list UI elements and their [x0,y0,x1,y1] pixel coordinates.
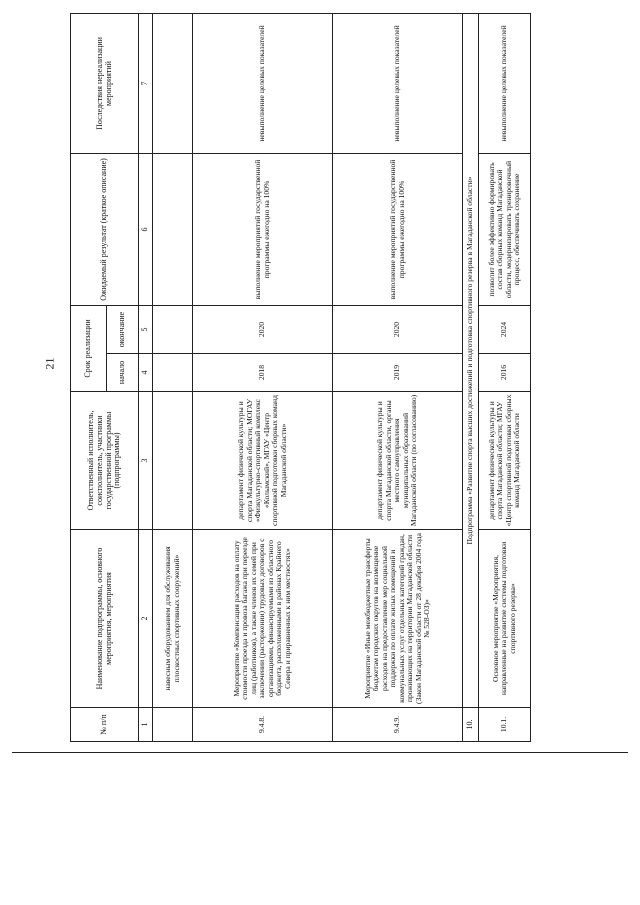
program-table-container [70,14,530,742]
row-executor: департамент физической культуры и спорта Магаданской области, органы местного самоуправления муниципальных образований Магаданской области (по согласованию) [333,392,463,530]
row-consequences: невыполнение целевых показателей [193,13,333,153]
col-number: 4 [139,354,153,392]
table-row [193,13,333,741]
row-end: 2020 [193,305,333,353]
row-name: навесным оборудованием для обслуживания плоскостных спортивных сооружений» [153,530,193,708]
row-consequences [153,13,193,153]
col-number: 6 [139,153,153,305]
header-consequences: Последствия нереализации мероприятий [71,13,139,153]
header-start: начало [107,354,139,392]
row-executor [153,392,193,530]
program-table [70,13,531,742]
row-start: 2018 [193,354,333,392]
row-executor: департамент физической культуры и спорта Магаданской области; МГАУ «Центр спортивной подготовки сборных команд Магаданской области [479,392,531,530]
row-start: 2016 [479,354,531,392]
table-row [479,13,531,741]
row-start: 2019 [333,354,463,392]
row-result: позволит более эффективно формировать состав сборных команд Магаданской области, модернизировать тренировочный процесс, обеспечивать сохранение [479,153,531,305]
row-name: Мероприятие «Иные межбюджетные трансферты бюджетам городских округов на возмещение расходов на предоставление мер социальной поддержки по оплате жилых помещений и коммунальных услуг отдельных категорий граждан, проживающих на территории Магаданской области (Закон Магаданской области от 28 декабря 2004 года № 528-ОЗ)» [333,530,463,708]
header-name: Наименование подпрограммы, основного мероприятия, мероприятия [71,530,139,708]
row-name: Основное мероприятие «Мероприятия, направленные на развитие системы подготовки спортивного резерва» [479,530,531,708]
row-num: 9.4.9. [333,708,463,742]
header-end: окончание [107,305,139,353]
row-num [153,708,193,742]
row-result: выполнение мероприятий государственной программы ежегодно на 100% [193,153,333,305]
row-result: выполнение мероприятий государственной программы ежегодно на 100% [333,153,463,305]
col-number: 5 [139,305,153,353]
table-row [333,13,463,741]
page-number: 21 [42,357,57,370]
row-name: Мероприятие «Компенсация расходов на оплату стоимости проезда и провоза багажа при переезде лиц (работников), а также членов их семей при заключении (расторжении) трудовых договоров с организациями, финансируемыми из областного бюджета, расположенными в районах Крайнего Севера и приравненных к ним местностях» [193,530,333,708]
col-number: 3 [139,392,153,530]
row-consequences: невыполнение целевых показателей [333,13,463,153]
subprogram-row [463,13,479,741]
row-num: 9.4.8. [193,708,333,742]
row-num: 10.1. [479,708,531,742]
header-term: Срок реализации [71,305,107,391]
col-number: 1 [139,708,153,742]
row-consequences: невыполнение целевых показателей [479,13,531,153]
col-number: 7 [139,13,153,153]
row-end: 2024 [479,305,531,353]
row-end: 2020 [333,305,463,353]
table-row [153,13,193,741]
column-numbers-row [139,13,153,741]
header-result: Ожидаемый результат (краткое описание) [71,153,139,305]
header-num: № п/п [71,708,139,742]
row-end [153,305,193,353]
subprogram-title: Подпрограмма «Развитие спорта высших достижений и подготовка спортивного резерва в Магаданской области» [463,13,479,707]
header-executor: Ответственный исполнитель, соисполнитель, участники государственной программы (подпрограммы) [71,392,139,530]
page-divider [12,752,628,753]
row-executor: департамент физической культуры и спорта Магаданской области; МОГАУ «Физкультурно-спортивный комплекс «Колымский», МГАУ «Центр спортивной подготовки сборных команд Магаданской области» [193,392,333,530]
program-table-rotated [70,14,530,742]
header-row [71,13,107,741]
row-start [153,354,193,392]
col-number: 2 [139,530,153,708]
subprogram-num: 10. [463,708,479,742]
row-result [153,153,193,305]
